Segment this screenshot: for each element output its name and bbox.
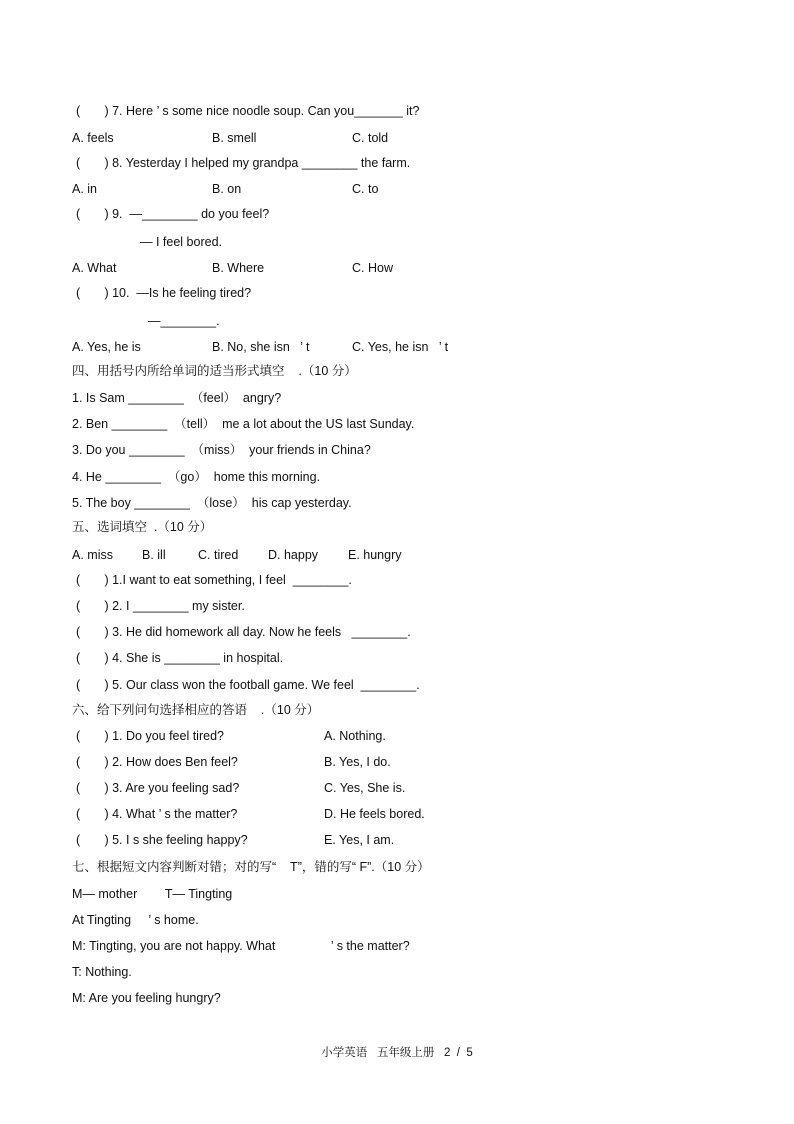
section4-item-1: 1. Is Sam ________ （feel） angry? (72, 391, 282, 405)
section6-answer-a: A. Nothing. (324, 729, 386, 743)
section4-item-4: 4. He ________ （go） home this morning. (72, 470, 321, 484)
q9-answer: — I feel bored. (140, 235, 222, 249)
section5-option-c: C. tired (198, 548, 239, 562)
section5-item-2: ( ) 2. I ________ my sister. (76, 599, 245, 613)
section7-line-5: M: Are you feeling hungry? (72, 991, 221, 1005)
q9-option-b: B. Where (212, 261, 265, 275)
section5-item-4: ( ) 4. She is ________ in hospital. (76, 651, 284, 665)
page-footer: 小学英语 五年级上册 2 / 5 (321, 1047, 473, 1059)
q10-option-c: C. Yes, he isn ’ t (352, 340, 449, 354)
section5-option-b: B. ill (142, 548, 166, 562)
section4-item-5: 5. The boy ________ （lose） his cap yesterday. (72, 496, 352, 510)
section6-heading: 六、给下列问句选择相应的答语 .（10 分） (72, 703, 320, 717)
section6-question-5: ( ) 5. I s she feeling happy? (76, 833, 248, 847)
q8-option-c: C. to (352, 182, 379, 196)
section6-answer-c: C. Yes, She is. (324, 781, 406, 795)
q9-question: ( ) 9. —________ do you feel? (76, 207, 270, 221)
q7-question: ( ) 7. Here ’ s some nice noodle soup. Can you_______ it? (76, 104, 420, 118)
section4-item-3: 3. Do you ________ （miss） your friends in China? (72, 443, 371, 457)
section7-line-4: T: Nothing. (72, 965, 132, 979)
section6-question-3: ( ) 3. Are you feeling sad? (76, 781, 240, 795)
q7-option-b: B. smell (212, 131, 257, 145)
q7-option-c: C. told (352, 131, 389, 145)
q7-option-a: A. feels (72, 131, 114, 145)
section7-line-3: M: Tingting, you are not happy. What ’ s the matter? (72, 939, 410, 953)
q10-option-a: A. Yes, he is (72, 340, 141, 354)
section5-option-a: A. miss (72, 548, 113, 562)
section5-item-3: ( ) 3. He did homework all day. Now he feels ________. (76, 625, 411, 639)
section4-heading: 四、用括号内所给单词的适当形式填空 .（10 分） (72, 364, 357, 378)
section6-question-2: ( ) 2. How does Ben feel? (76, 755, 238, 769)
section5-item-5: ( ) 5. Our class won the football game. We feel ________. (76, 678, 420, 692)
q10-option-b: B. No, she isn ’ t (212, 340, 310, 354)
section5-heading: 五、选词填空 .（10 分） (72, 520, 213, 534)
q10-answer: —________. (148, 314, 220, 328)
section5-option-e: E. hungry (348, 548, 402, 562)
q8-option-a: A. in (72, 182, 98, 196)
q8-option-b: B. on (212, 182, 242, 196)
section6-answer-b: B. Yes, I do. (324, 755, 391, 769)
q8-question: ( ) 8. Yesterday I helped my grandpa ________ the farm. (76, 156, 411, 170)
section5-item-1: ( ) 1.I want to eat something, I feel ________. (76, 573, 352, 587)
q9-option-c: C. How (352, 261, 393, 275)
section5-option-d: D. happy (268, 548, 319, 562)
section7-heading: 七、根据短文内容判断对错；对的写“ T”，错的写“ F”.（10 分） (72, 860, 430, 874)
section6-question-1: ( ) 1. Do you feel tired? (76, 729, 224, 743)
section4-item-2: 2. Ben ________ （tell） me a lot about the US last Sunday. (72, 417, 415, 431)
q9-option-a: A. What (72, 261, 117, 275)
section7-line-2: At Tingting ’ s home. (72, 913, 199, 927)
section6-answer-d: D. He feels bored. (324, 807, 425, 821)
section6-answer-e: E. Yes, I am. (324, 833, 395, 847)
section6-question-4: ( ) 4. What ’ s the matter? (76, 807, 238, 821)
q10-question: ( ) 10. —Is he feeling tired? (76, 286, 252, 300)
section7-line-1: M— mother T— Tingting (72, 887, 233, 901)
